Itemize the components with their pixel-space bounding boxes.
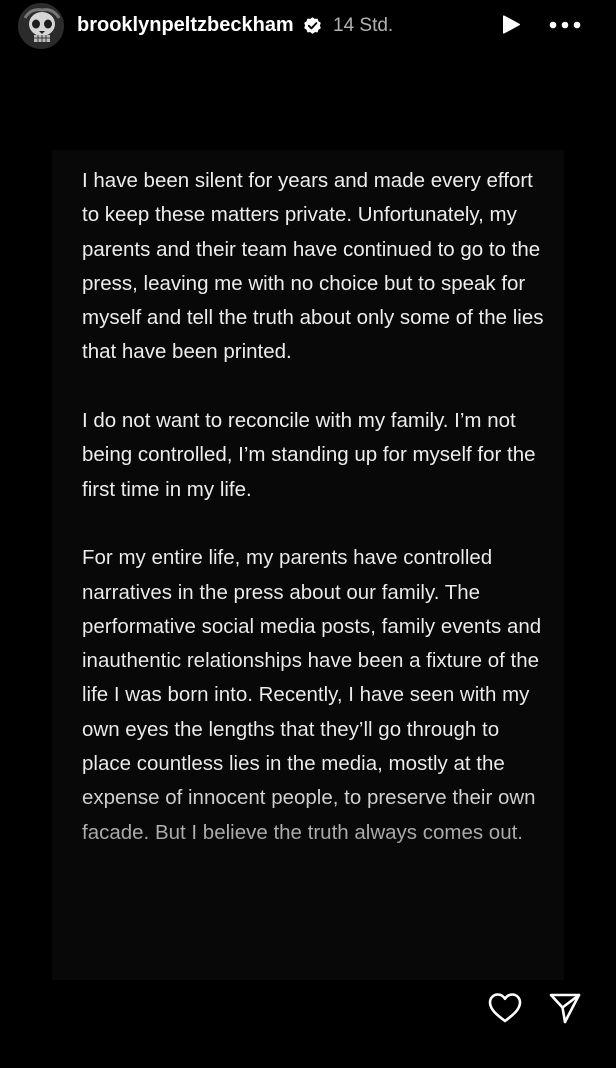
- story-header: [0, 0, 616, 52]
- more-options-icon[interactable]: [547, 13, 583, 37]
- story-paragraph-3: For my entire life, my parents have controlled narratives in the press about our family. The performative social media posts, family events and inauthentic relationships have been a fixture of the life I was born into. Recently, I have seen with my own eyes the lengths that they’ll go through to place countless lies in the media, mostly at the expense of innocent people, to preserve their own facade. But I believe the truth always comes out.: [82, 541, 552, 850]
- play-icon[interactable]: [499, 13, 523, 37]
- story-paragraph-2: I do not want to reconcile with my family. I’m not being controlled, I’m standing up for myself for the first time in my life.: [82, 409, 536, 501]
- avatar-image: [19, 4, 64, 49]
- username[interactable]: brooklynpeltzbeckham: [77, 14, 294, 36]
- send-icon[interactable]: [547, 990, 583, 1026]
- verified-badge-icon: [302, 15, 323, 36]
- post-timestamp: 14 Std.: [333, 15, 394, 36]
- profile-avatar[interactable]: [18, 3, 64, 49]
- story-text: [82, 164, 552, 884]
- story-paragraph-1: I have been silent for years and made every effort to keep these matters private. Unfortunately, my parents and their team have continued to go to the press, leaving me with no choice but to speak for myself and tell the truth about only some of the lies that have been printed.: [82, 169, 544, 364]
- heart-icon[interactable]: [487, 990, 523, 1026]
